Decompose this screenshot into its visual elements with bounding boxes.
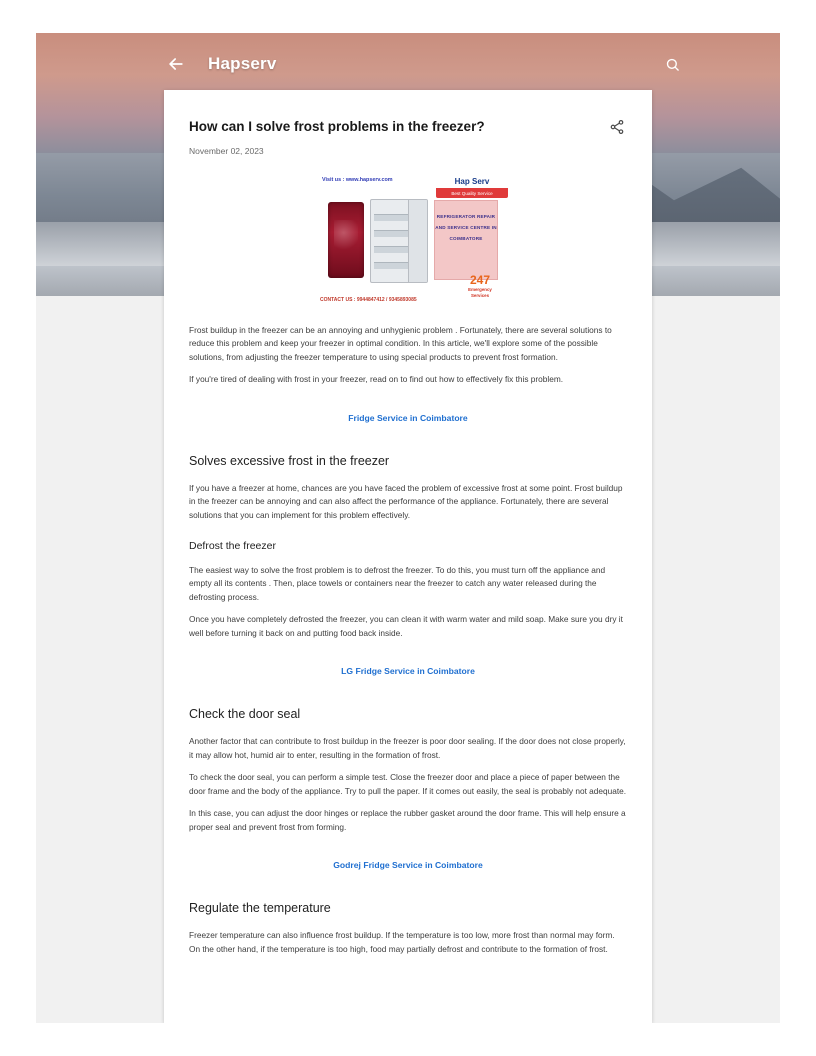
poster-fridge-door [408,200,427,282]
paragraph-regulate-temperature: Freezer temperature can also influence frost buildup. If the temperature is too low, more frost than normal may form. On the other hand, if the temperature is too high, food may partially defrost and contribute to the formation of frost. [189,930,615,954]
page-canvas [36,33,780,1023]
app-bar [36,33,780,95]
app-bar-title: Hapserv [208,54,277,73]
poster-image-wrap [189,174,627,304]
arrow-left-icon[interactable] [164,52,188,76]
share-icon[interactable] [609,119,627,137]
poster-fridge-red [328,202,364,278]
search-icon[interactable] [661,53,683,75]
poster-visit-text: Visit us : www.hapserv.com [322,177,393,183]
paragraph-door-seal-1: Another factor that can contribute to frost buildup in the freezer is poor door sealing. If the door does not close properly, it may allow hot, humid air to enter, resulting in the formation of frost. [189,736,626,760]
cta-link-fridge-service[interactable]: Fridge Service in Coimbatore [348,412,468,423]
poster-image [308,174,508,304]
paragraph-defrost-1: The easiest way to solve the frost problem is to defrost the freezer. To do this, you must turn off the appliance and empty all its contents . Then, place towels or containers near the freezer to catch any water released during the defrosting process. [189,564,606,602]
poster-panel-text: REFRIGERATOR REPAIR AND SERVICE CENTRE IN COIMBATORE [434,200,498,280]
poster-emergency-badge [458,274,502,302]
section-heading-regulate-temperature: Regulate the temperature [189,901,331,916]
article-card-inner [164,90,652,995]
paragraph-excessive-frost: If you have a freezer at home, chances are you have faced the problem of excessive frost at some point. Frost buildup in the freezer can be annoying and can also affect the performance of the appliance. Fortunately, there are several solutions that you can implement for this problem effectively. [189,483,623,520]
cta-link-lg-fridge-service[interactable]: LG Fridge Service in Coimbatore [341,666,475,677]
intro-paragraph-2: If you're tired of dealing with frost in your freezer, read on to find out how to effectively fix this problem. [189,374,564,385]
page-title: How can I solve frost problems in the freezer? [189,119,485,134]
section-heading-excessive-frost: Solves excessive frost in the freezer [189,453,390,468]
paragraph-door-seal-2: To check the door seal, you can perform a simple test. Close the freezer door and place a piece of paper between the door frame and the body of the appliance. Try to pull the paper. If it comes out easily, the seal is probably not adequate. [189,772,627,796]
post-header [189,118,627,137]
poster-contact-text: CONTACT US : 9944847412 / 9345893085 [320,297,417,303]
cta-link-godrej-fridge-service[interactable]: Godrej Fridge Service in Coimbatore [333,860,483,871]
poster-emergency-label-1: Emergency [468,287,492,292]
poster-emergency-label-2: Services [470,292,490,298]
subsection-heading-defrost: Defrost the freezer [189,540,276,553]
post-date: November 02, 2023 [189,146,264,156]
poster-fridge-open [370,199,428,283]
poster-emergency-number: 247 [469,273,491,287]
poster-logo [436,174,508,198]
article-card [164,90,652,1023]
intro-paragraph-1: Frost buildup in the freezer can be an annoying and unhygienic problem . Fortunately, there are several solutions to reduce this problem and keep your freezer in optimal condition. In this article, we'll explore some of the possible solutions, from adjusting the freezer temperature to using special products to prevent frost formation. [189,325,612,362]
paragraph-defrost-2: Once you have completely defrosted the freezer, you can clean it with warm water and mild soap. Make sure you dry it well before turning it back on and putting food back inside. [189,614,623,638]
paragraph-door-seal-3: In this case, you can adjust the door hinges or replace the rubber gasket around the door frame. This will help ensure a proper seal and prevent frost from forming. [189,808,626,832]
section-heading-door-seal: Check the door seal [189,707,301,722]
poster-logo-name: Hap Serv [454,177,490,186]
poster-logo-sub: Best Quality Service [451,191,493,196]
